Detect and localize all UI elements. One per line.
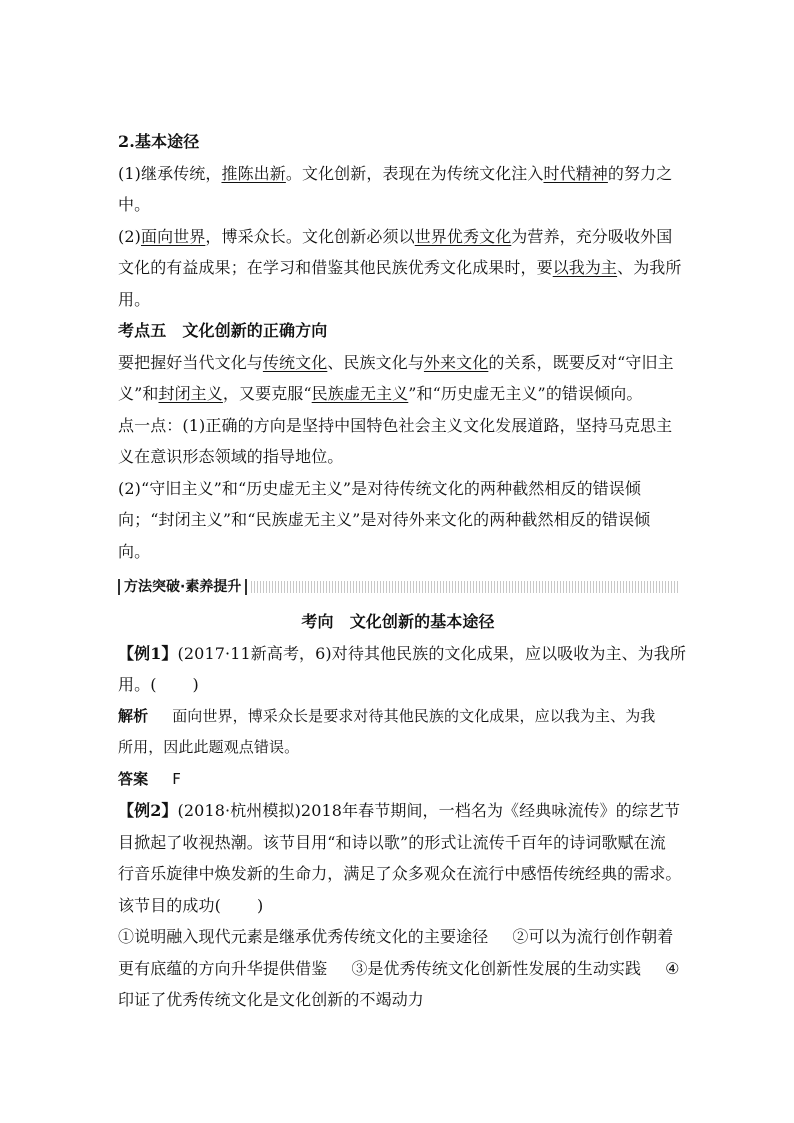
text: 义”和 [118,384,159,403]
note-line: 向。 [118,541,151,561]
option-line: 印证了优秀传统文化是文化创新的不竭动力 [118,990,424,1009]
note-line: 向；“封闭主义”和“民族虚无主义”是对待外来文化的两种截然相反的错误倾 [118,510,651,529]
text: 、民族文化与 [327,352,424,372]
text: 。文化创新，表现在为传统文化注入 [285,163,544,183]
text: (2018·杭州模拟)2018年春节期间，一档名为《经典咏流传》的综艺节 [177,801,681,820]
text: ，博采众长。文化创新必须以 [205,226,415,246]
point-heading: 考点五 文化创新的正确方向 [118,321,328,340]
section-banner [118,576,678,598]
document-page [118,126,686,1016]
example-line [118,669,678,701]
text: 为营养，充分吸收外国 [511,226,673,246]
text: 用。( [118,675,157,694]
option-1: ①说明融入现代元素是继承优秀传统文化的主要途径 [118,927,489,946]
paragraph-line [118,252,682,284]
paragraph-line [118,378,678,410]
analysis-label: 解析 [118,706,149,725]
text: 、为我所 [617,258,682,277]
text: (1)继承传统， [118,163,222,183]
underlined-term: 外来文化 [423,352,489,372]
text: ”和“历史虚无主义”的错误倾向。 [408,384,643,403]
answer-label: 答案 [118,769,149,788]
example-line [118,795,681,827]
option-2-cont: 更有底蕴的方向升华提供借鉴 [118,958,328,978]
paragraph-line: 中。 [118,195,151,214]
underlined-term: 民族虚无主义 [311,384,409,403]
text: ，又要克服“ [222,384,312,403]
text: (2) [118,226,141,246]
note-line: 点一点：(1)正确的方向是坚持中国特色社会主义文化发展道路，坚持马克思主 [118,415,673,435]
example-line [118,638,686,670]
text: ) [256,895,264,915]
note-line: (2)“守旧主义”和“历史虚无主义”是对待传统文化的两种截然相反的错误倾 [118,478,641,498]
underlined-term: 传统文化 [262,352,328,372]
underlined-term: 时代精神 [543,163,608,183]
example-line [118,890,678,922]
example-line: 目掀起了收视热潮。该节目用“和诗以歌”的形式让流传千百年的诗词歌赋在流 [118,832,666,852]
text: ) [192,675,199,694]
text: (2017·11新高考，6)对待其他民族的文化成果，应以吸收为主、为我所 [177,643,686,663]
banner-pattern [251,581,678,593]
section-heading: 2.基本途径 [118,132,200,151]
text: 要把握好当代文化与 [118,352,263,372]
example-line: 行音乐旋律中焕发新的生命力，满足了众多观众在流行中感悟传统经典的需求。 [118,864,682,883]
paragraph-line: 用。 [118,289,151,309]
option-line [118,953,678,985]
option-3: ③是优秀传统文化创新性发展的生动实践 [351,958,642,978]
analysis-line [118,701,678,733]
text: 面向世界，博采众长是要求对待其他民族的文化成果，应以我为主、为我 [172,706,656,725]
text: 文化的有益成果；在学习和借鉴其他民族优秀文化成果时，要 [118,258,553,277]
underlined-term: 以我为主 [552,258,618,277]
option-4: ④ [665,958,680,978]
note-line: 义在意识形态领域的指导地位。 [118,447,344,466]
text: 的努力之 [607,163,673,183]
underlined-term: 封闭主义 [158,384,223,403]
option-line [118,921,678,953]
underlined-term: 推陈出新 [221,163,286,183]
option-2: ②可以为流行创作朝着 [512,927,674,946]
paragraph-line [118,221,678,253]
underlined-term: 世界优秀文化 [414,226,512,246]
banner-label: 方法突破·素养提升 [118,579,247,595]
underlined-term: 面向世界 [140,226,206,246]
text: 该节目的成功( [118,895,221,915]
answer-line [118,764,678,796]
analysis-line: 所用，因此此题观点错误。 [118,738,300,756]
answer-value: F [172,769,181,788]
text: 的关系，既要反对“守旧主 [488,352,674,372]
direction-title: 考向 文化创新的基本途径 [301,612,495,631]
paragraph-line [118,347,678,379]
example-tag: 【例1】 [118,643,178,663]
paragraph-line [118,158,678,190]
example-tag: 【例2】 [118,801,178,820]
